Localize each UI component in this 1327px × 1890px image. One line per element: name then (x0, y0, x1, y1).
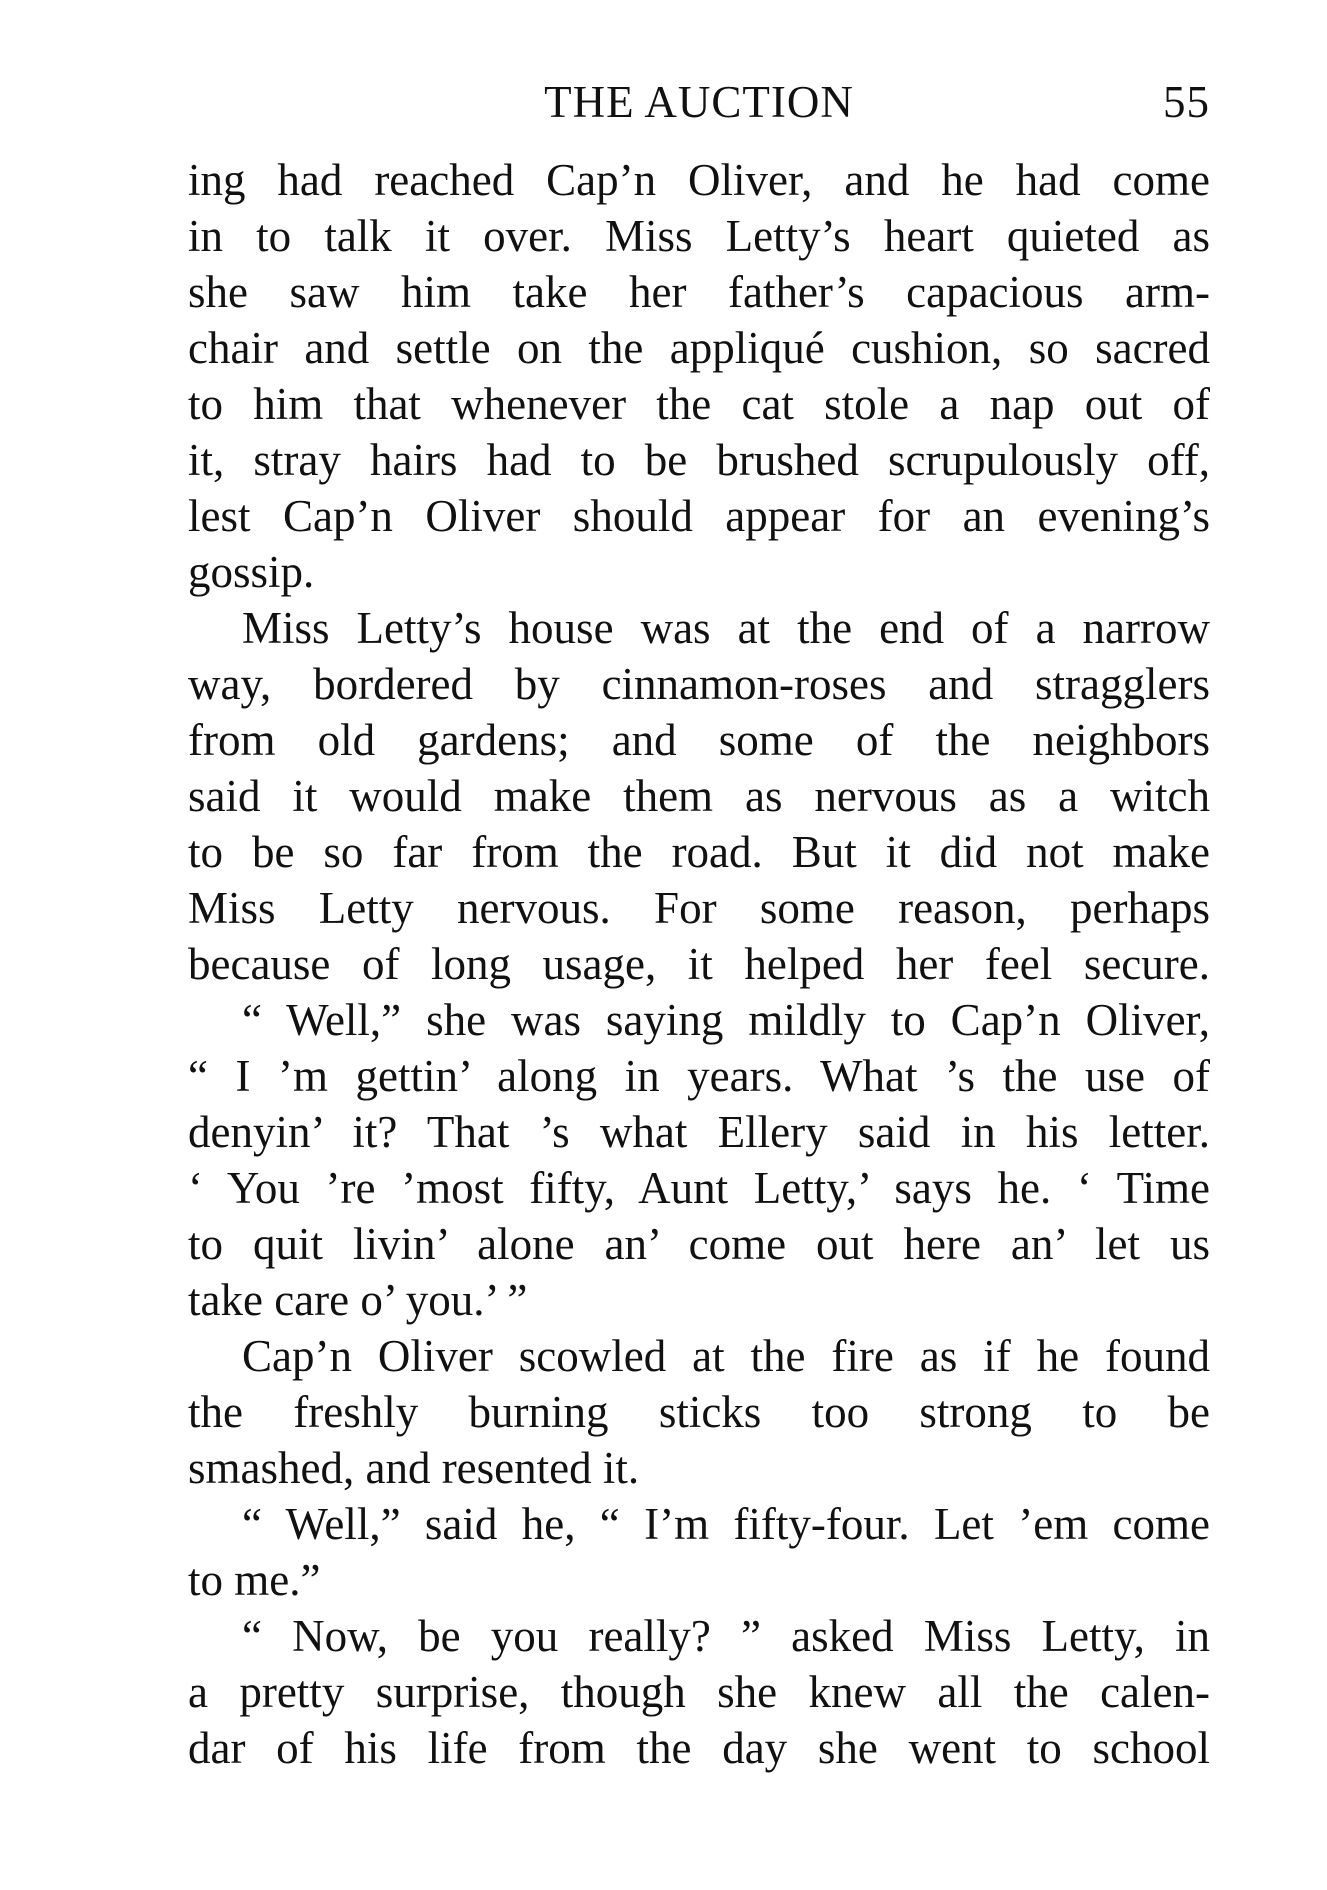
text-line: “ Now, be you really? ” asked Miss Letty, in (242, 1611, 1210, 1661)
text-line: chair and settle on the appliqué cushion, so sacred (188, 323, 1210, 373)
text-line: to quit livin’ alone an’ come out here an’ let us (188, 1219, 1210, 1269)
text-line: way, bordered by cinnamon-roses and stragglers (188, 659, 1210, 709)
body-text (188, 152, 1210, 1776)
text-line: a pretty surprise, though she knew all the calen- (188, 1667, 1210, 1717)
text-line: “ I ’m gettin’ along in years. What ’s the use of (188, 1051, 1210, 1101)
text-line: ‘ You ’re ’most fifty, Aunt Letty,’ says he. ‘ Time (188, 1163, 1210, 1213)
text-line: take care o’ you.’ ” (188, 1275, 528, 1325)
text-line: Miss Letty’s house was at the end of a narrow (242, 603, 1210, 653)
text-line: to be so far from the road. But it did not make (188, 827, 1210, 877)
text-line: to him that whenever the cat stole a nap out of (188, 379, 1210, 429)
text-line: from old gardens; and some of the neighbors (188, 715, 1210, 765)
text-line: the freshly burning sticks too strong to be (188, 1387, 1210, 1437)
text-line: in to talk it over. Miss Letty’s heart quieted as (188, 211, 1210, 261)
text-line: gossip. (188, 547, 315, 597)
text-line: because of long usage, it helped her feel secure. (188, 939, 1210, 989)
text-line: smashed, and resented it. (188, 1443, 640, 1493)
text-line: to me.” (188, 1555, 321, 1605)
text-line: it, stray hairs had to be brushed scrupulously off, (188, 435, 1210, 485)
text-line: she saw him take her father’s capacious arm- (188, 267, 1210, 317)
text-line: lest Cap’n Oliver should appear for an evening’s (188, 491, 1210, 541)
text-line: denyin’ it? That ’s what Ellery said in his letter. (188, 1107, 1210, 1157)
text-line: Miss Letty nervous. For some reason, perhaps (188, 883, 1210, 933)
text-line: dar of his life from the day she went to school (188, 1723, 1210, 1773)
text-line: “ Well,” said he, “ I’m fifty-four. Let ’em come (242, 1499, 1210, 1549)
text-line: ing had reached Cap’n Oliver, and he had come (188, 155, 1210, 205)
running-title: THE AUCTION (544, 77, 854, 127)
text-line: “ Well,” she was saying mildly to Cap’n Oliver, (242, 995, 1210, 1045)
text-line: said it would make them as nervous as a witch (188, 771, 1210, 821)
page-number: 55 (1163, 77, 1210, 127)
text-line: Cap’n Oliver scowled at the fire as if he found (242, 1331, 1210, 1381)
running-head (188, 72, 1210, 132)
